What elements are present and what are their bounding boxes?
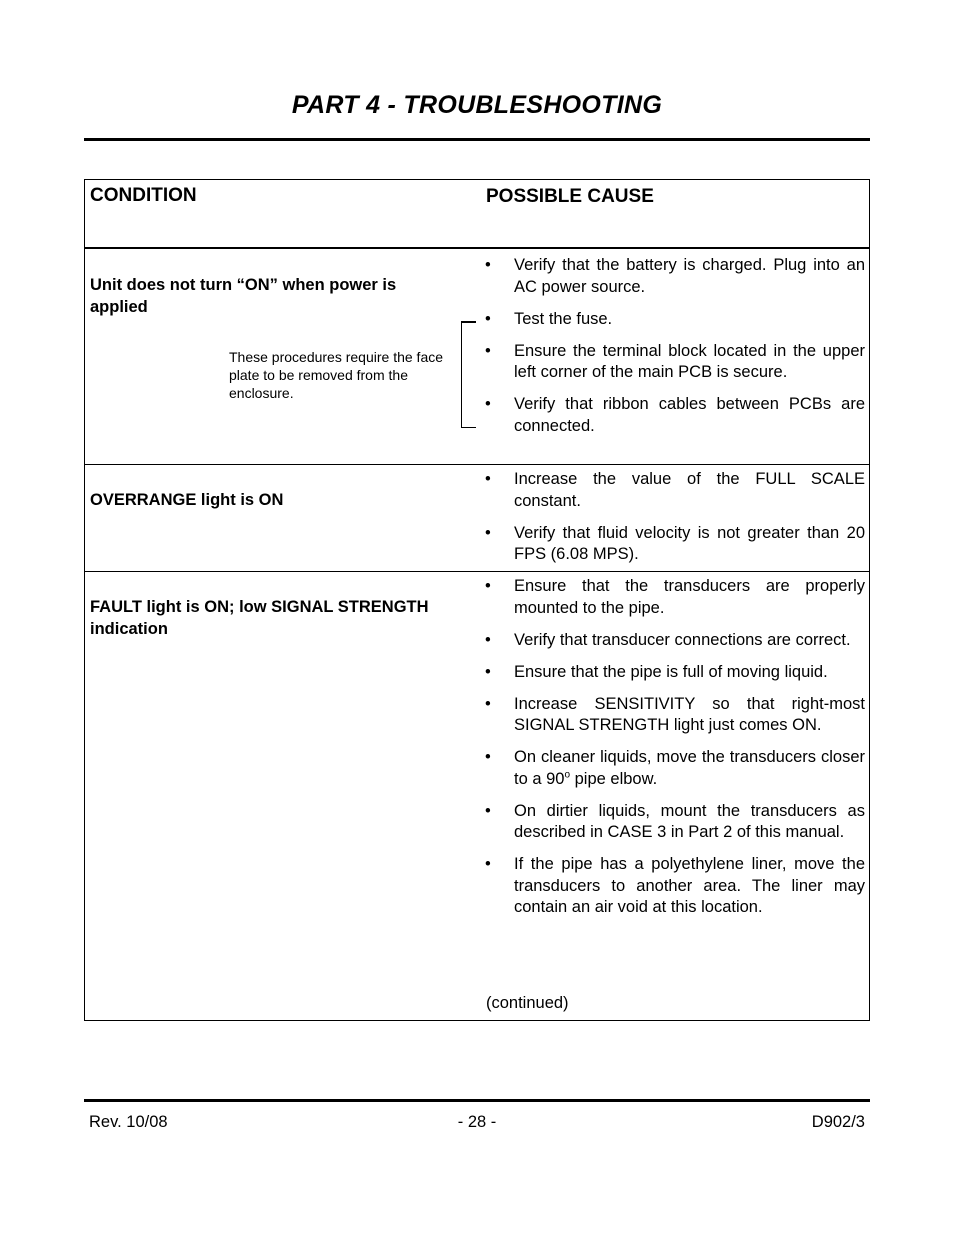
procedure-bracket — [461, 321, 476, 428]
document-number: D902/3 — [811, 1113, 865, 1131]
cause-item: • Verify that ribbon cables between PCBs are connected. — [485, 394, 865, 437]
condition-power: Unit does not turn “ON” when power is applied — [90, 276, 397, 316]
degree-superscript: o — [564, 769, 571, 780]
faceplate-note: These procedures require the face plate to be removed from the enclosure. — [229, 349, 444, 401]
header-divider — [85, 247, 869, 249]
cause-item: • If the pipe has a polyethylene liner, move the transducers to another area. The liner may contain an air void at this location. — [485, 854, 865, 919]
cause-item: • Verify that the battery is charged. Plug into an AC power source. — [485, 255, 865, 298]
condition-fault: FAULT light is ON; low SIGNAL STRENGTH indication — [90, 598, 429, 638]
causes-power — [485, 255, 865, 448]
cause-item: • Test the fuse. — [485, 309, 865, 331]
condition-header: CONDITION — [90, 185, 197, 206]
revision-label: Rev. 10/08 — [89, 1113, 168, 1131]
cause-item: • Increase the value of the FULL SCALE constant. — [485, 469, 865, 512]
cause-item: • On dirtier liquids, mount the transducers as described in CASE 3 in Part 2 of this manual. — [485, 801, 865, 844]
causes-overrange — [485, 469, 865, 576]
cause-item: • Ensure that the pipe is full of moving liquid. — [485, 662, 865, 684]
condition-overrange: OVERRANGE light is ON — [90, 491, 284, 509]
top-rule — [84, 138, 870, 141]
cause-item: • Increase SENSITIVITY so that right-most SIGNAL STRENGTH light just comes ON. — [485, 694, 865, 737]
cause-item: • Verify that transducer connections are correct. — [485, 630, 865, 652]
cause-text: pipe elbow. — [574, 769, 658, 788]
cause-item: • Ensure that the transducers are properly mounted to the pipe. — [485, 576, 865, 619]
bottom-rule — [84, 1099, 870, 1102]
cause-item: • Verify that fluid velocity is not greater than 20 FPS (6.08 MPS). — [485, 523, 865, 566]
possible-cause-header: POSSIBLE CAUSE — [486, 186, 654, 207]
continued-note: (continued) — [486, 994, 569, 1012]
cause-text: On cleaner liquids, move the transducers closer to a 90 — [514, 748, 865, 788]
causes-fault — [485, 576, 865, 929]
cause-item: • Ensure the terminal block located in the upper left corner of the main PCB is secure. — [485, 341, 865, 384]
row-divider — [85, 464, 869, 465]
page-number: - 28 - — [457, 1113, 497, 1131]
row-divider — [85, 571, 869, 572]
page-title: PART 4 - TROUBLESHOOTING — [291, 91, 663, 119]
cause-item — [485, 747, 865, 790]
troubleshooting-table — [84, 179, 870, 1021]
